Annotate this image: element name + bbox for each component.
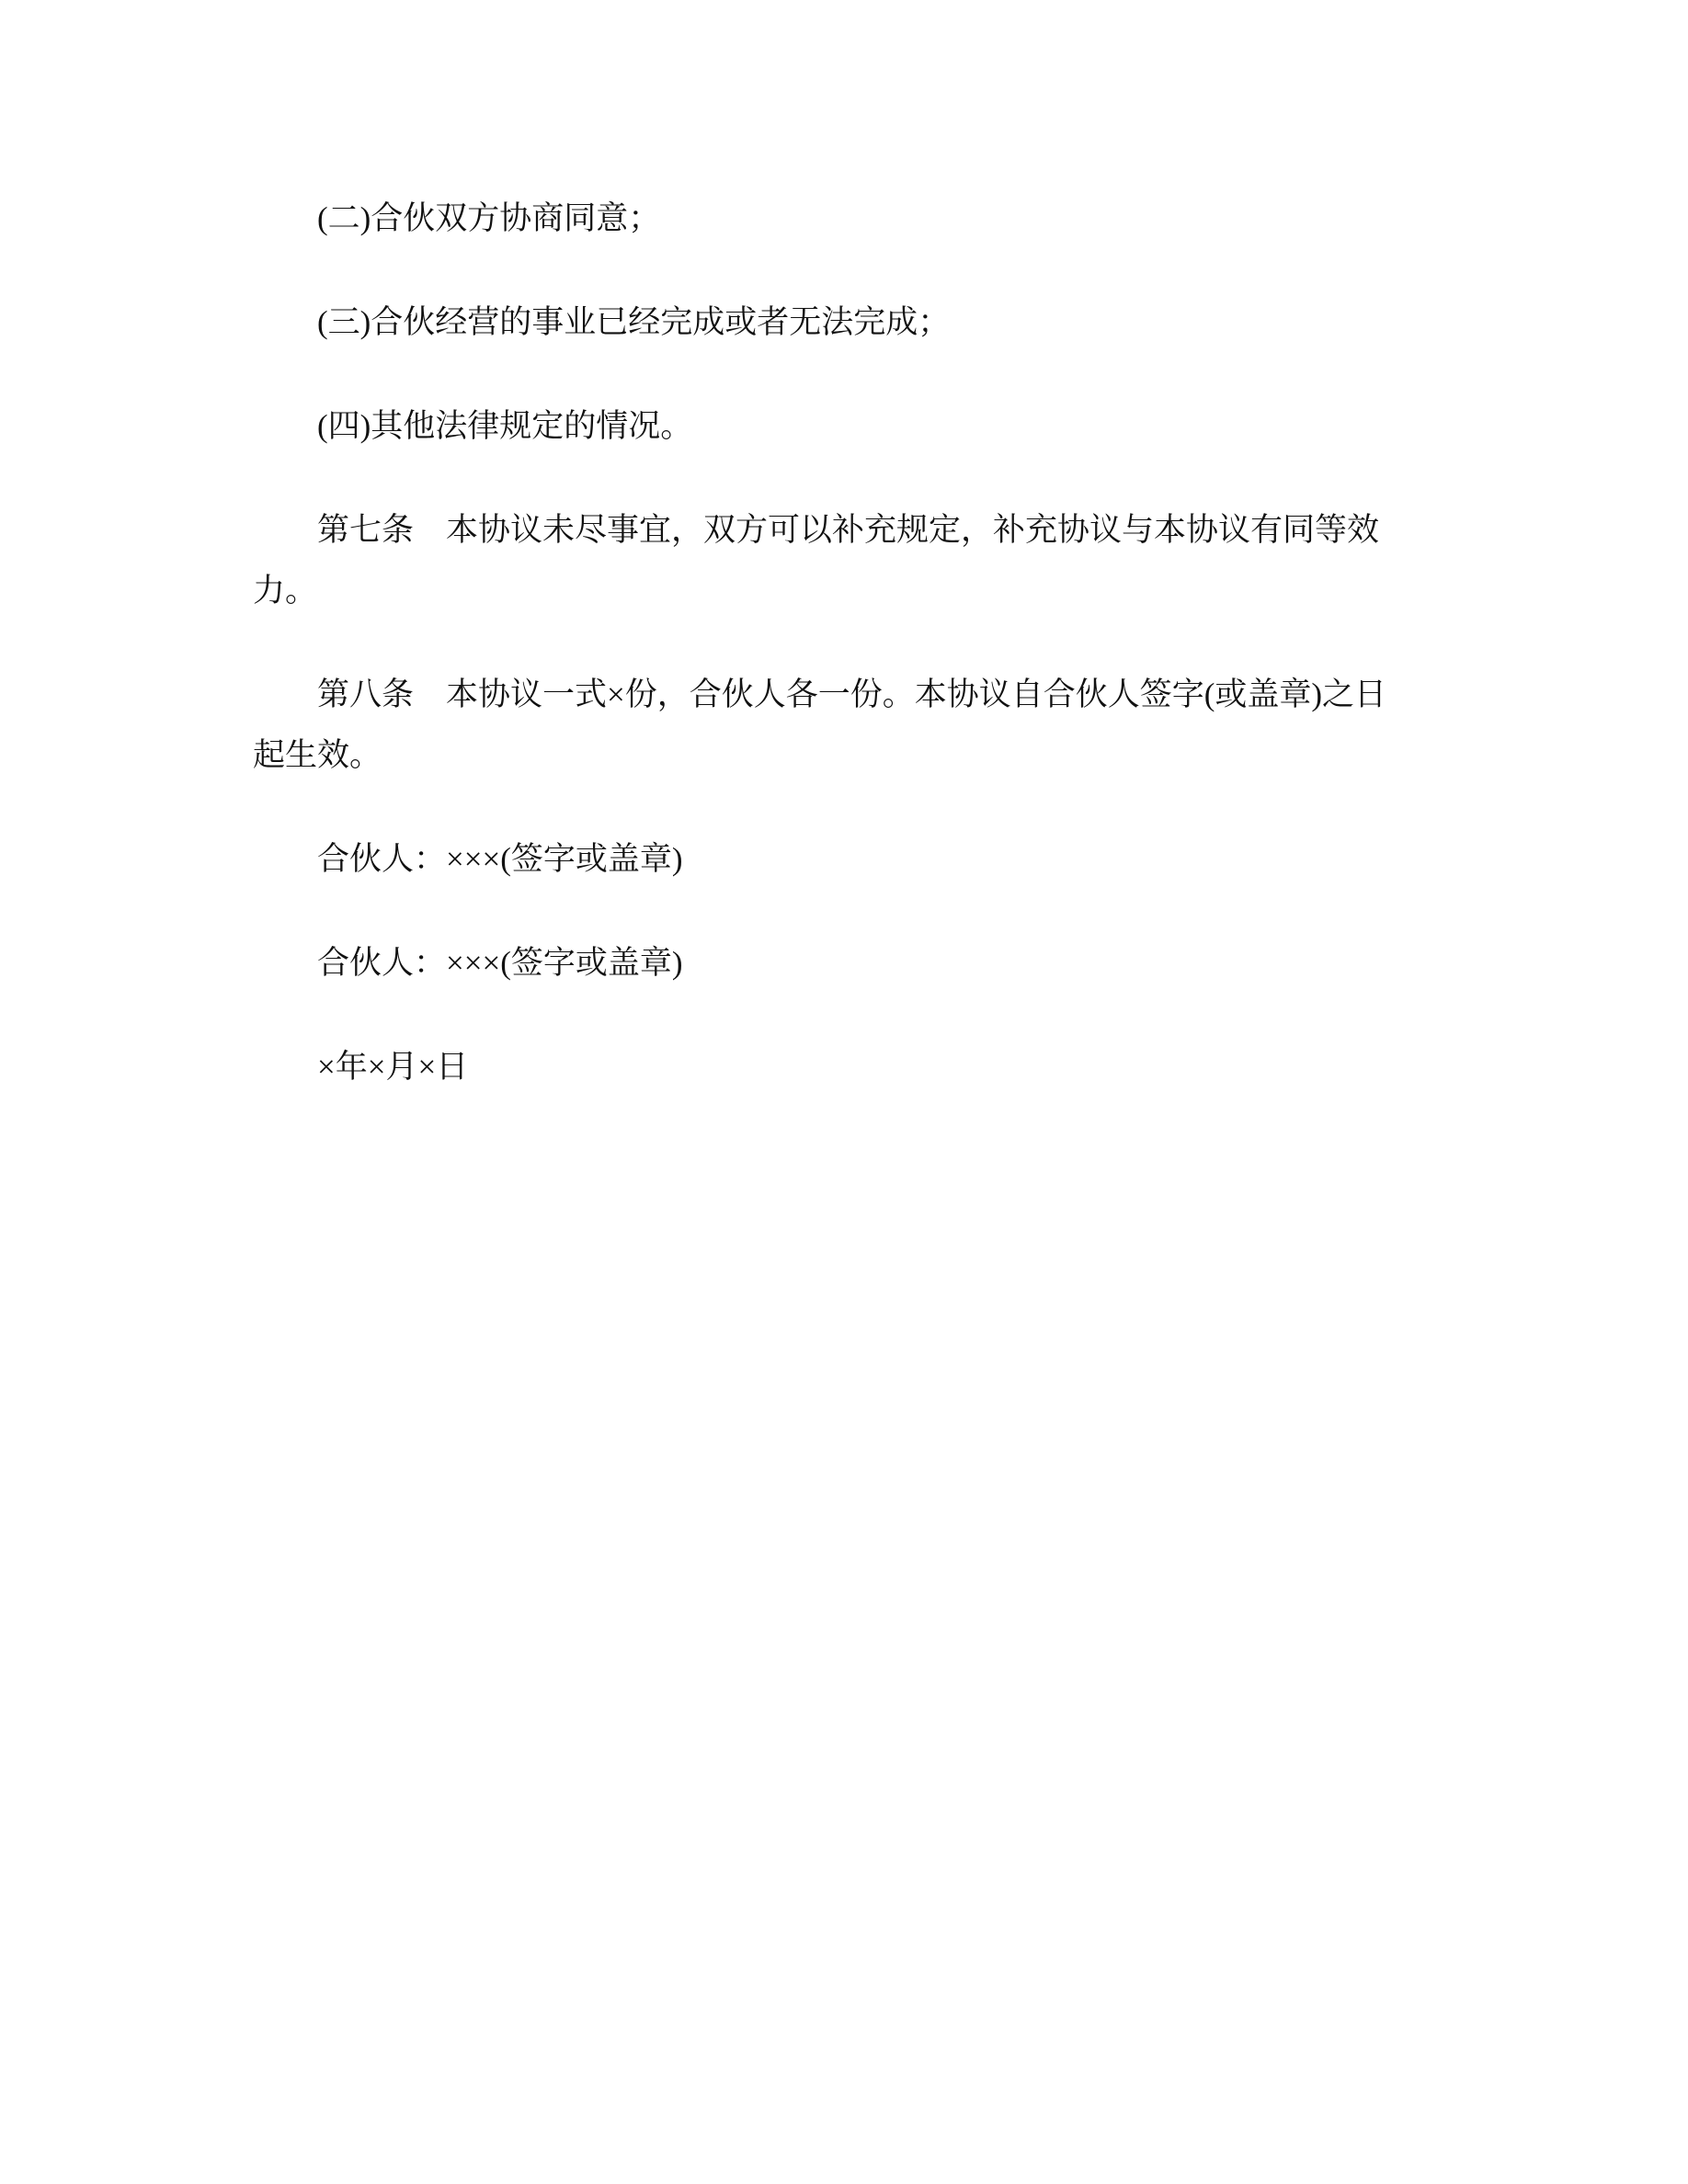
date-line: ×年×月×日 — [317, 1049, 469, 1085]
partner-signature-line-2: 合伙人：×××(签字或盖章) — [317, 945, 683, 981]
article-seven-paragraph: 第七条 本协议未尽事宜，双方可以补充规定，补充协议与本协议有同等效力。 — [253, 512, 1380, 609]
article-eight-paragraph: 第八条 本协议一式×份，合伙人各一份。本协议自合伙人签字(或盖章)之日起生效。 — [253, 677, 1387, 773]
clause-item-4: (四)其他法律规定的情况。 — [317, 408, 693, 444]
document-body — [253, 188, 1416, 1141]
clause-item-2: (二)合伙双方协商同意； — [317, 200, 661, 236]
partner-signature-line-1: 合伙人：×××(签字或盖章) — [317, 841, 683, 877]
clause-item-3: (三)合伙经营的事业已经完成或者无法完成； — [317, 304, 951, 340]
